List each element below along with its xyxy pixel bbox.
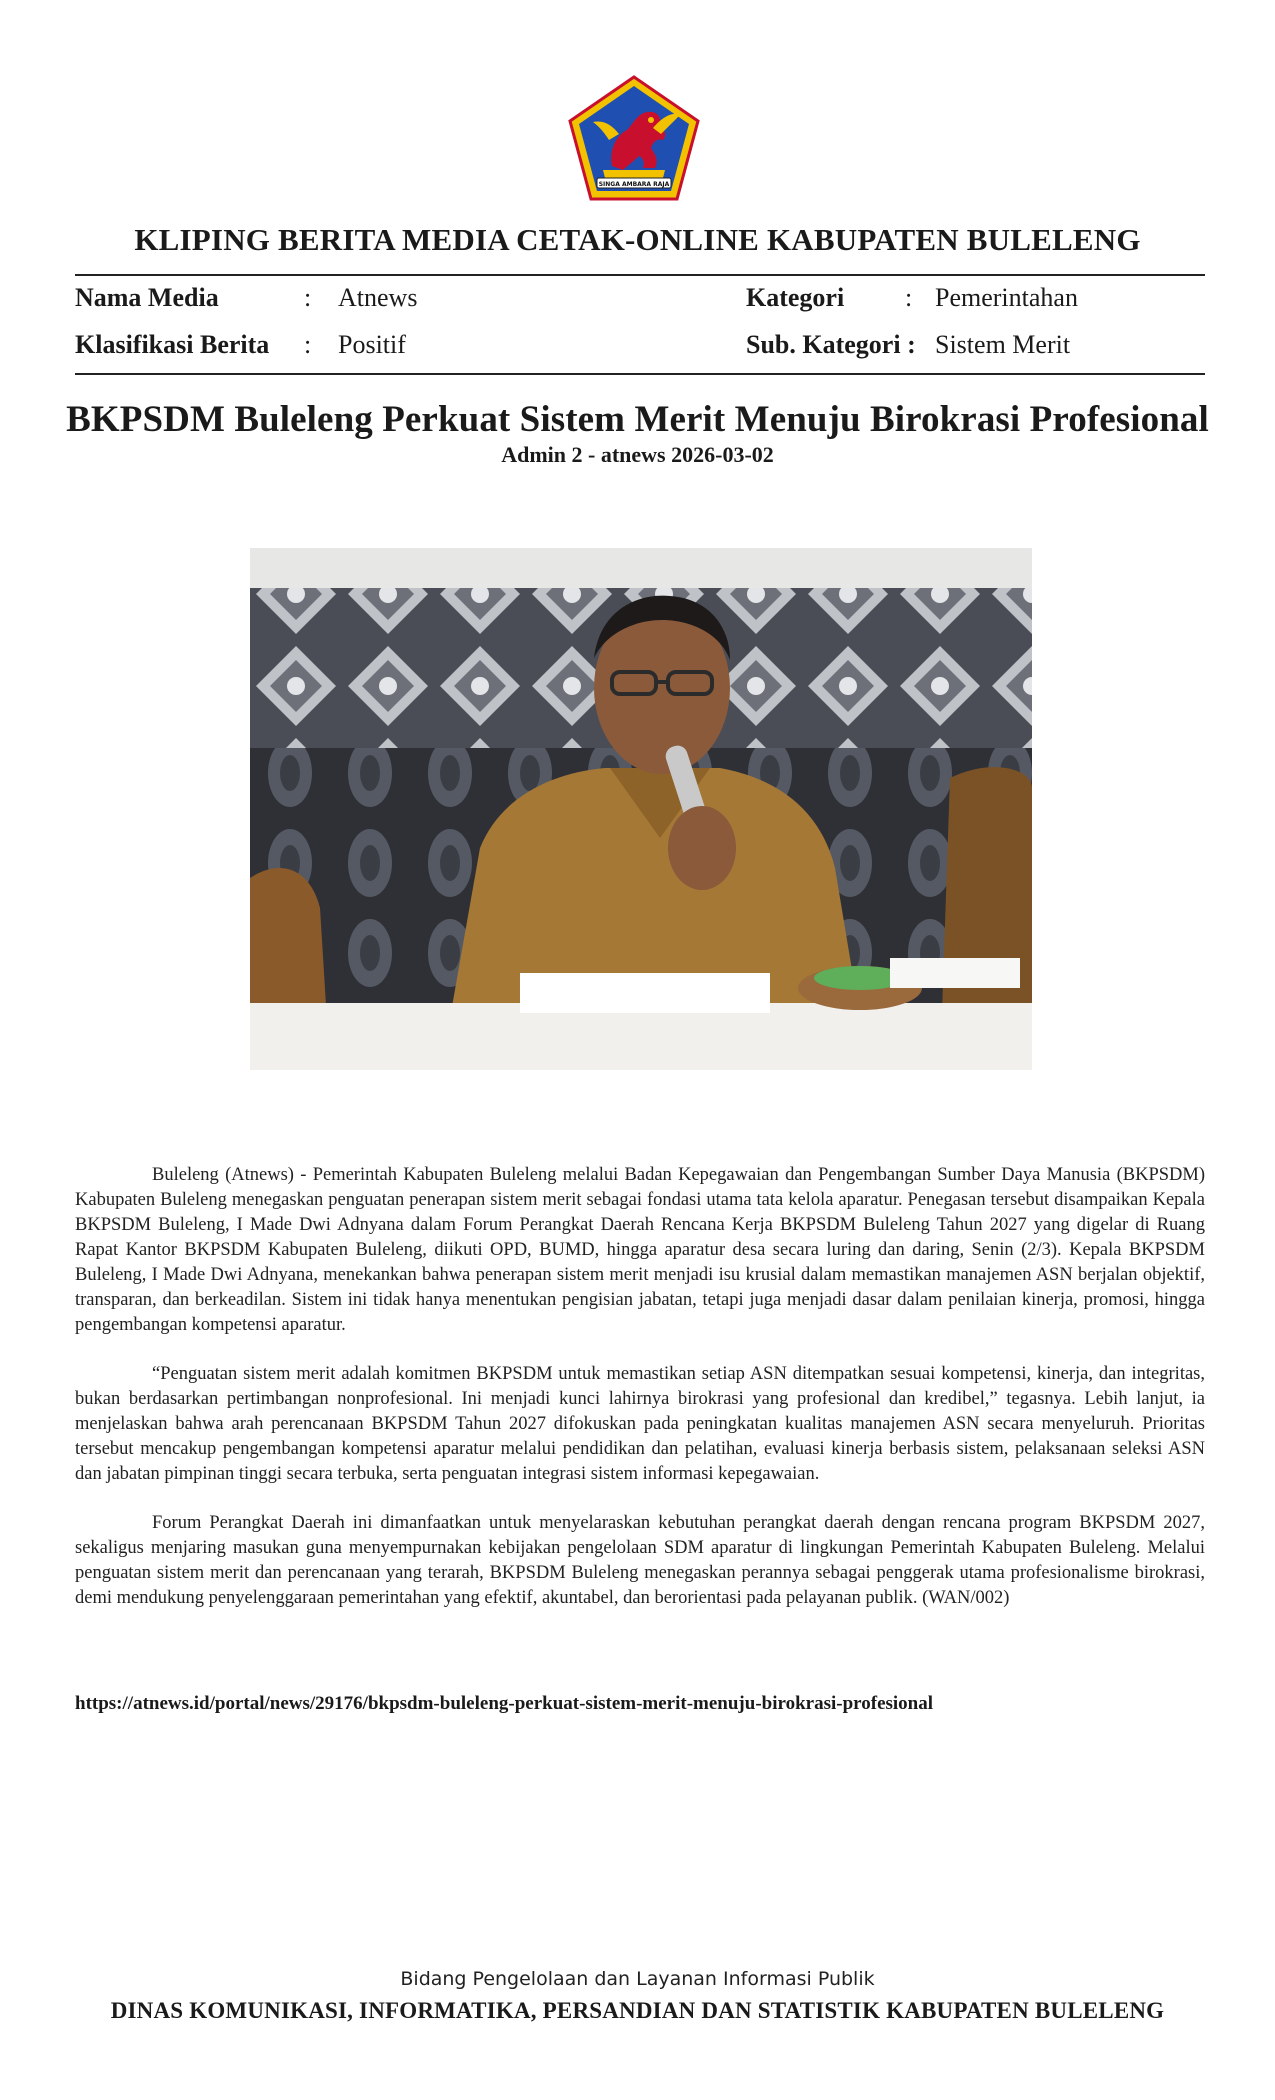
singa-ambara-raja-emblem-icon: [567, 74, 701, 202]
article-paragraph-2: “Penguatan sistem merit adalah komitmen BKPSDM untuk memastikan setiap ASN ditempatkan sesuai kompetensi, kinerja, dan integritas, bukan berdasarkan pertimbangan nonprofesional. Ini menjadi kunci lahirnya birokrasi yang profesional dan kredibel,” tegasnya. Lebih lanjut, ia menjelaskan bahwa arah perencanaan BKPSDM Tahun 2027 difokuskan pada peningkatan kualitas manajemen ASN secara menyeluruh. Prioritas tersebut mencakup pengembangan kompetensi aparatur melalui pendidikan dan pelatihan, evaluasi kinerja berbasis sistem, pelaksanaan seleksi ASN dan jabatan pimpinan tinggi secara terbuka, serta penguatan integrasi sistem informasi kepegawaian.: [75, 1364, 1205, 1484]
article-headline: BKPSDM Buleleng Perkuat Sistem Merit Menuju Birokrasi Profesional: [66, 399, 1209, 440]
media-value: Atnews: [338, 283, 418, 312]
footer-unit-name: Bidang Pengelolaan dan Layanan Informasi Publik: [400, 1968, 875, 1990]
subcategory-value: Sistem Merit: [935, 330, 1071, 359]
article-byline: Admin 2 - atnews 2026-03-02: [501, 442, 774, 467]
media-separator: :: [304, 283, 312, 312]
emblem-motto: SINGA AMBARA RAJA: [598, 181, 670, 188]
footer-agency-name: DINAS KOMUNIKASI, INFORMATIKA, PERSANDIAN DAN STATISTIK KABUPATEN BULELENG: [110, 1998, 1165, 2023]
article-paragraph-3: Forum Perangkat Daerah ini dimanfaatkan untuk menyelaraskan kebutuhan perangkat daerah dengan rencana program BKPSDM 2027, sekaligus menjaring masukan guna menyempurnakan kebijakan pengelolaan SDM aparatur di lingkungan Pemerintah Kabupaten Buleleng. Melalui penguatan sistem merit dan perencanaan yang terarah, BKPSDM Buleleng menegaskan perannya sebagai penggerak utama profesionalisme birokrasi, demi mendukung penyelenggaraan pemerintahan yang efektif, akuntabel, dan berorientasi pada pelayanan publik. (WAN/002): [75, 1513, 1205, 1608]
classification-separator: :: [304, 330, 312, 359]
classification-label: Klasifikasi Berita: [75, 330, 270, 359]
article-body: [75, 1163, 1205, 1635]
news-photo-official-speaking-icon: [250, 548, 1032, 1070]
header-bottom-rule: [75, 373, 1205, 375]
classification-value: Positif: [338, 330, 406, 359]
category-value: Pemerintahan: [935, 283, 1078, 312]
header-top-rule: [75, 274, 1205, 276]
category-label: Kategori: [746, 283, 845, 312]
category-separator: :: [905, 283, 913, 312]
subcategory-label: Sub. Kategori :: [746, 330, 916, 359]
source-url-link[interactable]: https://atnews.id/portal/news/29176/bkpsdm-buleleng-perkuat-sistem-merit-menuju-birokrasi-profesional: [75, 1693, 934, 1714]
article-paragraph-1: Buleleng (Atnews) - Pemerintah Kabupaten Buleleng melalui Badan Kepegawaian dan Pengembangan Sumber Daya Manusia (BKPSDM) Kabupaten Buleleng menegaskan penguatan penerapan sistem merit sebagai fondasi utama tata kelola aparatur. Penegasan tersebut disampaikan Kepala BKPSDM Buleleng, I Made Dwi Adnyana dalam Forum Perangkat Daerah Rencana Kerja BKPSDM Buleleng Tahun 2027 yang digelar di Ruang Rapat Kantor BKPSDM Kabupaten Buleleng, diikuti OPD, BUMD, hingga aparatur desa secara luring dan daring, Senin (2/3). Kepala BKPSDM Buleleng, I Made Dwi Adnyana, menekankan bahwa penerapan sistem merit menjadi isu krusial dalam memastikan manajemen ASN berjalan objektif, transparan, dan berkeadilan. Sistem ini tidak hanya menentukan pengisian jabatan, tetapi juga menjadi dasar dalam penilaian kinerja, promosi, hingga pengembangan kompetensi aparatur.: [75, 1165, 1205, 1335]
document-title: KLIPING BERITA MEDIA CETAK-ONLINE KABUPATEN BULELENG: [134, 222, 1141, 257]
media-label: Nama Media: [75, 283, 219, 312]
